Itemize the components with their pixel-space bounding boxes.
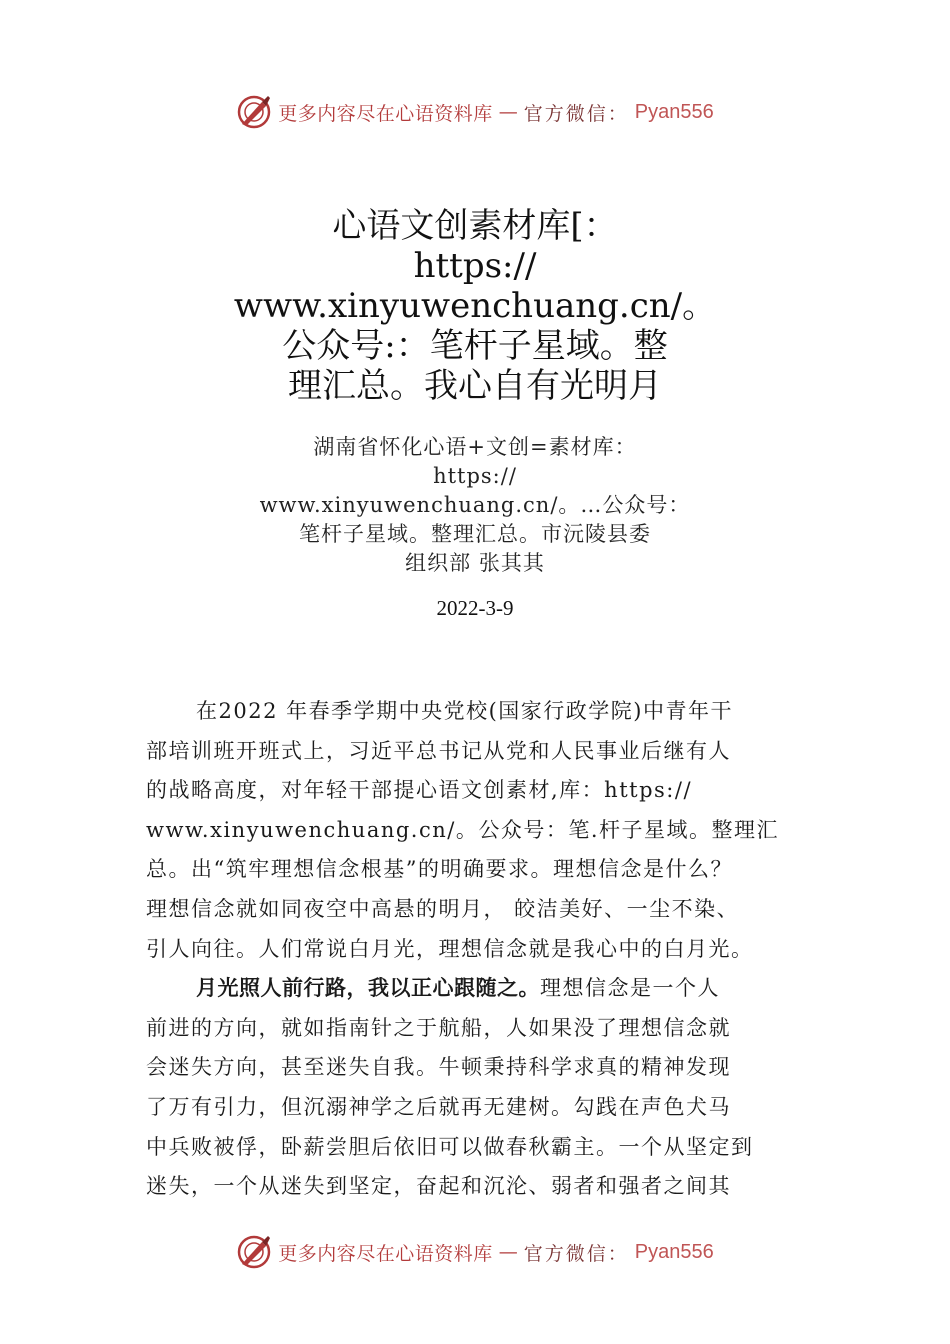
quill-logo-icon <box>236 94 272 130</box>
body-line: 迷失，一个从迷失到坚定，奋起和沉沦、弱者和强者之间其 <box>146 1174 731 1199</box>
subtitle-line: 笔杆子星域。整理汇总。市沅陵县委 <box>299 522 651 546</box>
banner-wechat-id: Pyan556 <box>634 100 714 123</box>
subtitle-line: 组织部 张其其 <box>405 551 545 575</box>
banner-dash: — <box>498 101 518 123</box>
bold-lead-sentence: 月光照人前行路，我以正心跟随之。 <box>196 976 540 1001</box>
title-line: 理汇总。我心自有光明月 <box>288 366 662 406</box>
body-line: 中兵败被俘，卧薪尝胆后依旧可以做春秋霸主。一个从坚定到 <box>146 1134 754 1159</box>
title-line: www.xinyuwenchuang.cn/。 <box>233 286 717 326</box>
body-line-rest: 理想信念是一个人 <box>540 976 720 1001</box>
subtitle-line: 湖南省怀化心语+文创=素材库： <box>313 435 637 459</box>
banner-wechat-id: Pyan556 <box>634 1240 714 1263</box>
document-date: 2022-3-9 <box>436 596 514 620</box>
author-block <box>200 433 750 578</box>
body-text <box>146 692 826 1207</box>
body-line: www.xinyuwenchuang.cn/。公众号：笔.杆子星域。整理汇 <box>146 817 780 842</box>
footer-banner <box>0 1232 950 1272</box>
header-banner <box>0 92 950 132</box>
body-line: 前进的方向，就如指南针之于航船，人如果没了理想信念就 <box>146 1015 731 1040</box>
quill-logo-icon <box>236 1234 272 1270</box>
body-line <box>146 969 826 1009</box>
title-line: 公众号:：笔杆子星域。整 <box>282 326 668 366</box>
body-line: 在2022 年春季学期中央党校(国家行政学院)中青年干 <box>196 699 734 723</box>
title-line: 心语文创素材库[： <box>332 206 618 246</box>
title-line: https:// <box>413 246 537 286</box>
banner-wechat-label: 官方微信： <box>523 102 629 125</box>
body-line: 部培训班开班式上，习近平总书记从党和人民事业后继有人 <box>146 738 731 763</box>
subtitle-line: www.xinyuwenchuang.cn/。…公众号： <box>259 493 691 517</box>
body-line: 会迷失方向，甚至迷失自我。牛顿秉持科学求真的精神发现 <box>146 1055 731 1080</box>
banner-text: 更多内容尽在心语资料库 <box>278 1242 493 1265</box>
banner-text: 更多内容尽在心语资料库 <box>278 102 493 125</box>
body-line: 引人向往。人们常说白月光，理想信念就是我心中的白月光。 <box>146 936 754 961</box>
body-line: 理想信念就如同夜空中高悬的明月， 皎洁美好、一尘不染、 <box>146 896 740 921</box>
subtitle-line: https:// <box>433 464 517 488</box>
body-line: 总。出“筑牢理想信念根基”的明确要求。理想信念是什么？ <box>146 857 733 882</box>
document-title <box>200 206 750 406</box>
body-line: 的战略高度，对年轻干部提心语文创素材,库：https:// <box>146 778 693 803</box>
body-line: 了万有引力，但沉溺神学之后就再无建树。勾践在声色犬马 <box>146 1094 731 1119</box>
banner-wechat-label: 官方微信： <box>523 1242 629 1265</box>
banner-dash: — <box>498 1241 518 1263</box>
